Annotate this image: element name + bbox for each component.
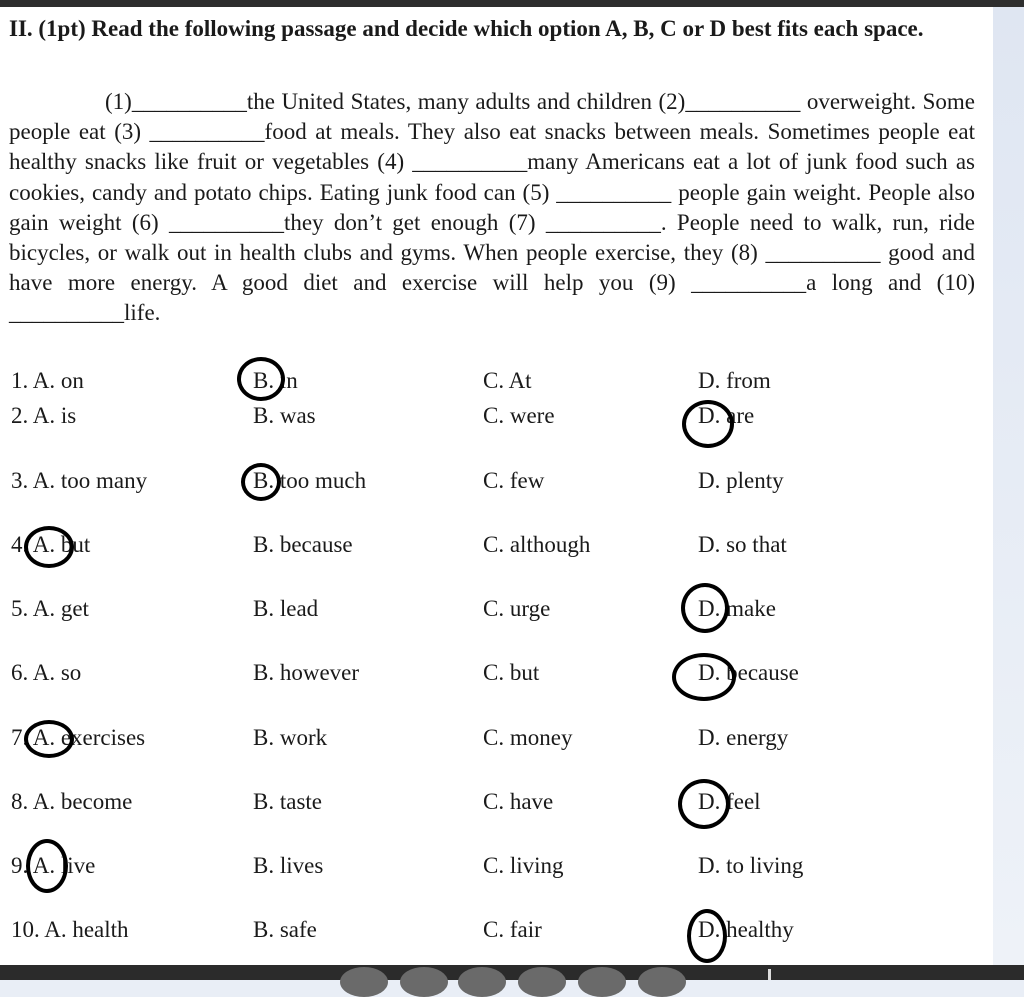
answer-circle-7	[24, 720, 74, 758]
option-b: B. too much	[253, 468, 367, 493]
thumbnail-dot[interactable]	[578, 967, 626, 997]
option-c: C. but	[483, 660, 540, 685]
answer-circle-3	[241, 463, 281, 501]
exercise-heading: II. (1pt) Read the following passage and decide which option A, B, C or D best fits each space.	[9, 16, 924, 41]
option-d: D. because	[698, 660, 799, 685]
question-row-6	[0, 657, 993, 689]
option-a: 6. A. so	[11, 660, 82, 685]
question-row-1	[0, 365, 993, 397]
option-b: B. in	[253, 368, 298, 393]
option-a: 2. A. is	[11, 403, 77, 428]
option-d: D. healthy	[698, 917, 794, 942]
passage-body: overweight. Some people eat (3) __________food at meals. They also eat snacks between meals. Sometimes people eat healthy snacks like fruit or vegetables (4) __________many Americans eat a lot of junk food such as cookies, candy and potato chips. Eating junk food can (5) __________ people gain weight. People also gain weight (6) __________they don’t get enough (7) __________. People need to walk, run, ride bicycles, or walk out in health clubs and gyms. When people exercise, they (8) __________ good and have more energy. A good diet and exercise will help you (9) __________a long and (10) __________life.	[9, 89, 975, 326]
option-a: 10. A. health	[11, 917, 129, 942]
option-c: C. were	[483, 403, 555, 428]
option-a: 7. A. exercises	[11, 725, 146, 750]
answer-circle-10	[687, 909, 727, 963]
option-d: D. feel	[698, 789, 761, 814]
passage-first-line: (1)__________the United States, many adults and children (2)__________	[105, 89, 801, 114]
option-b: B. taste	[253, 789, 322, 814]
option-c: C. have	[483, 789, 554, 814]
option-c: C. living	[483, 853, 564, 878]
option-d: D. from	[698, 368, 771, 393]
option-a: 3. A. too many	[11, 468, 148, 493]
thumbnail-dot[interactable]	[400, 967, 448, 997]
option-d: D. so that	[698, 532, 787, 557]
right-margin-strip	[993, 7, 1024, 965]
thumbnail-dot[interactable]	[518, 967, 566, 997]
answer-circle-4	[24, 526, 74, 568]
answer-circle-8	[678, 779, 730, 829]
thumbnail-dot[interactable]	[340, 967, 388, 997]
question-row-7	[0, 722, 993, 754]
worksheet-page	[0, 7, 993, 965]
thumbnail-dot[interactable]	[458, 967, 506, 997]
top-frame-bar	[0, 0, 1024, 7]
answer-circle-2	[682, 400, 734, 448]
option-b: B. work	[253, 725, 328, 750]
question-row-5	[0, 593, 993, 625]
bottom-toolbar-strip	[0, 965, 1024, 980]
question-row-9	[0, 850, 993, 882]
option-b: B. was	[253, 403, 316, 428]
answer-circle-6	[672, 653, 736, 701]
option-d: D. make	[698, 596, 776, 621]
option-d: D. to living	[698, 853, 804, 878]
option-c: C. fair	[483, 917, 542, 942]
option-c: C. although	[483, 532, 591, 557]
answer-circle-9	[26, 839, 68, 893]
question-row-10	[0, 914, 993, 946]
option-b: B. lead	[253, 596, 319, 621]
thumbnail-dot[interactable]	[638, 967, 686, 997]
option-a: 4. A. but	[11, 532, 91, 557]
option-b: B. lives	[253, 853, 324, 878]
cloze-passage	[9, 87, 975, 329]
option-b: B. however	[253, 660, 360, 685]
option-a: 5. A. get	[11, 596, 89, 621]
option-c: C. At	[483, 368, 532, 393]
option-a: 1. A. on	[11, 368, 84, 393]
question-row-4	[0, 529, 993, 561]
option-a: 9. A. live	[11, 853, 96, 878]
option-d: D. energy	[698, 725, 789, 750]
option-b: B. because	[253, 532, 353, 557]
option-c: C. money	[483, 725, 573, 750]
option-d: D. are	[698, 403, 755, 428]
answer-circle-5	[681, 583, 729, 633]
option-d: D. plenty	[698, 468, 784, 493]
option-c: C. urge	[483, 596, 551, 621]
question-row-2	[0, 400, 993, 432]
option-b: B. safe	[253, 917, 317, 942]
question-row-3	[0, 465, 993, 497]
answer-circle-1	[237, 357, 285, 401]
question-row-8	[0, 786, 993, 818]
option-a: 8. A. become	[11, 789, 133, 814]
option-c: C. few	[483, 468, 545, 493]
position-marker	[768, 969, 771, 980]
